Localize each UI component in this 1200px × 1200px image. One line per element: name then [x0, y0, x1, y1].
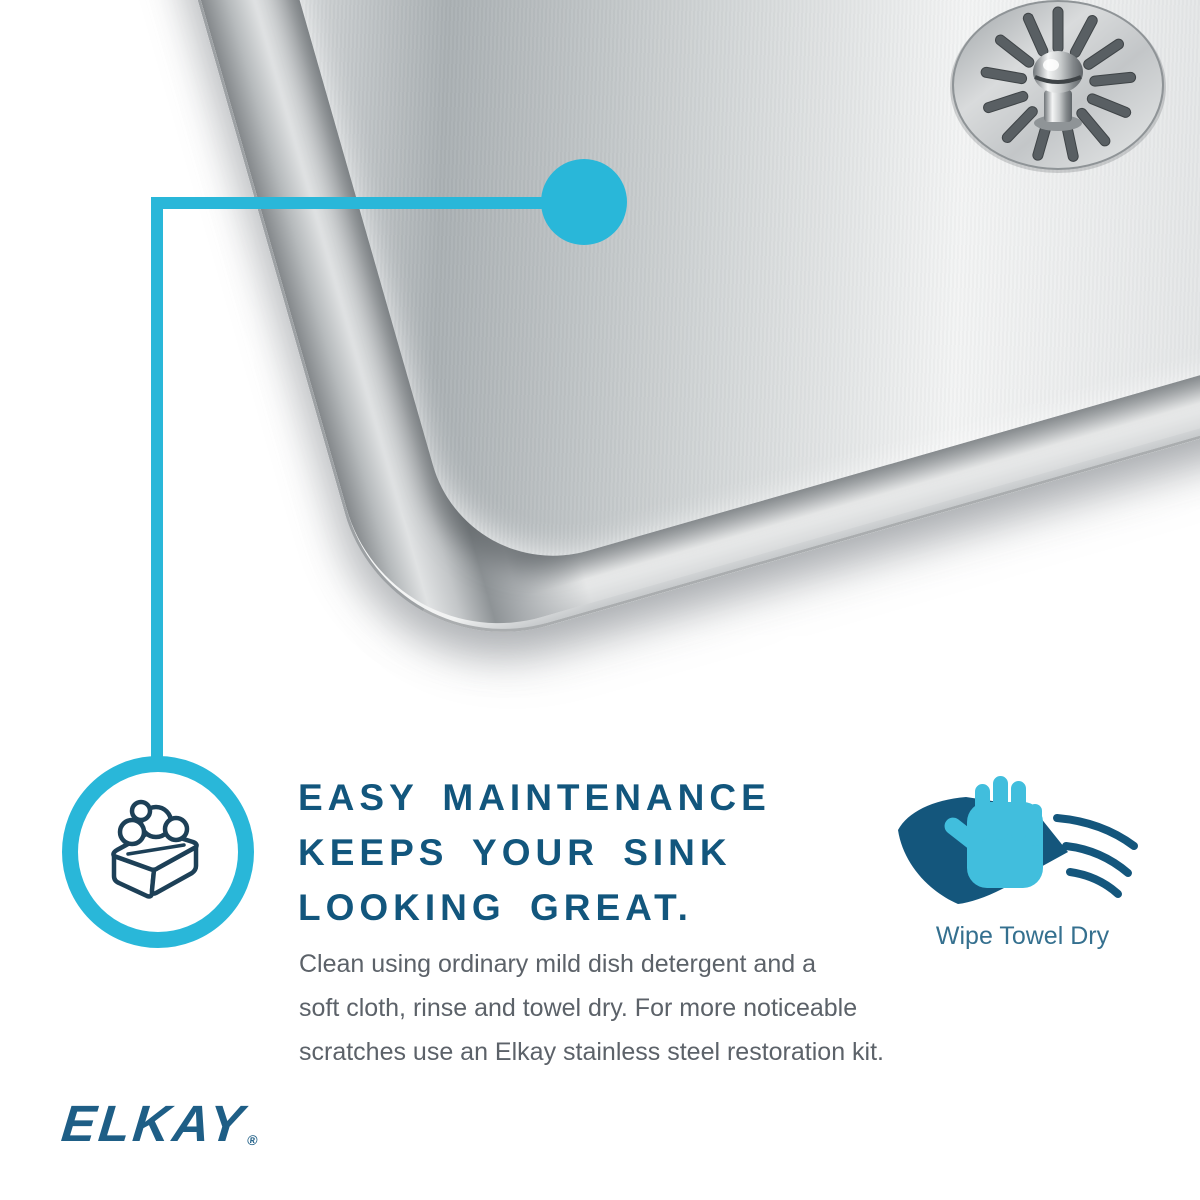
soap-badge-circle	[62, 756, 254, 948]
callout-line-vertical	[151, 197, 163, 758]
wipe-towel-dry-label: Wipe Towel Dry	[935, 922, 1110, 950]
soap-bubble-top	[132, 802, 150, 820]
wipe-towel-dry-icon	[880, 770, 1165, 915]
soap-bubble-left	[120, 820, 144, 844]
body-line-3: scratches use an Elkay stainless steel restoration kit.	[299, 1038, 884, 1066]
soap-bar-with-bubbles-icon	[92, 786, 224, 918]
body-line-1: Clean using ordinary mild dish detergent and a	[299, 950, 816, 978]
wipe-towel-dry	[880, 770, 1165, 950]
body-text	[299, 942, 884, 1074]
body-line-2: soft cloth, rinse and towel dry. For more noticeable	[299, 994, 858, 1022]
headline-line-2: KEEPS YOUR SINK	[298, 832, 732, 873]
callout-dot	[541, 159, 627, 245]
headline-line-3: LOOKING GREAT.	[298, 887, 693, 928]
elkay-logo	[59, 1095, 262, 1152]
headline-line-1: EASY MAINTENANCE	[298, 777, 771, 818]
elkay-logo-text: ELKAY	[59, 1095, 250, 1152]
callout-line-horizontal	[151, 197, 551, 209]
soap-bubble-right	[165, 818, 187, 840]
motion-lines	[1057, 818, 1134, 894]
drain-strainer-icon	[945, 0, 1171, 185]
headline	[298, 770, 771, 935]
registered-trademark: ®	[246, 1132, 259, 1148]
